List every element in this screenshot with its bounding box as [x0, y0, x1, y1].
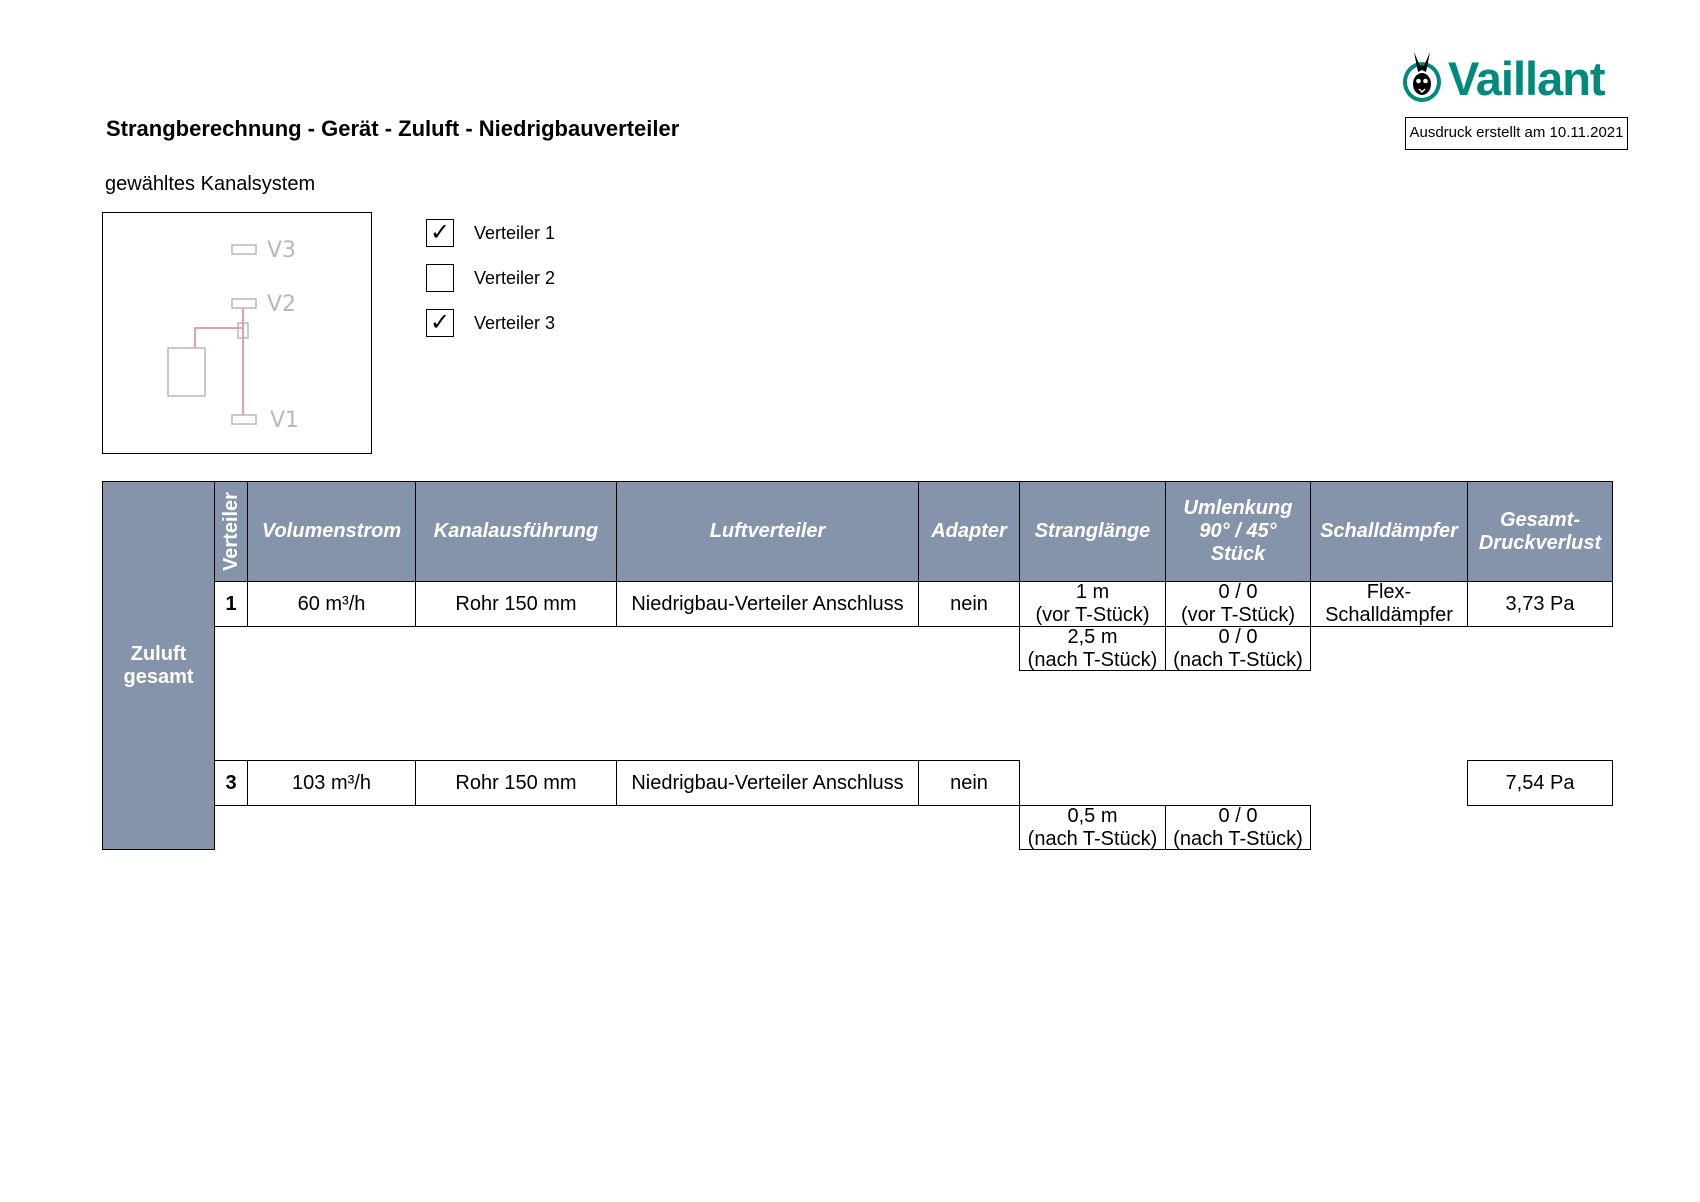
- distributor-v1-marker: [232, 415, 256, 424]
- distributor-1-label: Verteiler 1: [474, 222, 556, 243]
- row-1-schalldaempfer: Flex- Schalldämpfer: [1310, 581, 1468, 627]
- row-3-verteiler: 3: [214, 760, 248, 806]
- distributor-option-2[interactable]: [426, 263, 555, 293]
- distributor-3-checkbox[interactable]: ✓: [426, 309, 454, 337]
- distributor-2-checkbox[interactable]: [426, 264, 454, 292]
- header-druckverlust: Gesamt- Druckverlust: [1467, 481, 1613, 582]
- ventilation-unit-box: [168, 348, 205, 396]
- distributor-option-3[interactable]: [426, 308, 555, 338]
- header-adapter: Adapter: [918, 481, 1020, 582]
- row-3-umlenkung-nach: 0 / 0 (nach T-Stück): [1165, 805, 1311, 850]
- schema-label-v1: V1: [270, 408, 300, 433]
- header-umlenkung: Umlenkung 90° / 45° Stück: [1165, 481, 1311, 582]
- row-3-druckverlust: 7,54 Pa: [1467, 760, 1613, 806]
- row-1-volumenstrom: 60 m³/h: [247, 581, 416, 627]
- distributor-v3-marker: [232, 245, 256, 254]
- row-3-kanal: Rohr 150 mm: [415, 760, 617, 806]
- distributor-2-label: Verteiler 2: [474, 267, 556, 288]
- row-1-umlenkung-vor: 0 / 0 (vor T-Stück): [1165, 581, 1311, 627]
- row-3-adapter: nein: [918, 760, 1020, 806]
- header-kanalausfuehrung: Kanalausführung: [415, 481, 617, 582]
- header-stranglaenge: Stranglänge: [1019, 481, 1166, 582]
- channel-system-label: gewähltes Kanalsystem: [105, 173, 316, 195]
- schema-label-v2: V2: [267, 292, 297, 317]
- row-3-volumenstrom: 103 m³/h: [247, 760, 416, 806]
- side-label-zuluft-gesamt: Zuluft gesamt: [102, 481, 215, 850]
- supply-air-duct: [195, 308, 243, 415]
- distributor-1-checkbox[interactable]: ✓: [426, 219, 454, 247]
- row-1-strang-vor: 1 m (vor T-Stück): [1019, 581, 1166, 627]
- print-date-label: Ausdruck erstellt am 10.11.2021: [1405, 117, 1628, 150]
- header-verteiler-text: Verteiler: [219, 492, 242, 571]
- row-1-luftverteiler: Niedrigbau-Verteiler Anschluss: [616, 581, 919, 627]
- distributor-3-label: Verteiler 3: [474, 312, 556, 333]
- header-volumenstrom: Volumenstrom: [247, 481, 416, 582]
- distributor-v2-marker: [232, 299, 256, 308]
- channel-system-diagram: [102, 212, 372, 454]
- header-verteiler: [214, 481, 248, 582]
- row-1-strang-nach: 2,5 m (nach T-Stück): [1019, 626, 1166, 671]
- page-title: Strangberechnung - Gerät - Zuluft - Niedrigbauverteiler: [106, 116, 680, 141]
- header-luftverteiler: Luftverteiler: [616, 481, 919, 582]
- header-schalldaempfer: Schalldämpfer: [1310, 481, 1468, 582]
- row-1-druckverlust: 3,73 Pa: [1467, 581, 1613, 627]
- row-1-verteiler: 1: [214, 581, 248, 627]
- row-3-strang-nach: 0,5 m (nach T-Stück): [1019, 805, 1166, 850]
- schema-label-v3: V3: [267, 238, 297, 263]
- distributor-option-1[interactable]: [426, 218, 555, 248]
- distributor-schema: [103, 213, 370, 452]
- row-1-adapter: nein: [918, 581, 1020, 627]
- row-1-kanal: Rohr 150 mm: [415, 581, 617, 627]
- brand-logo-text: Vaillant: [1448, 52, 1605, 105]
- row-1-umlenkung-nach: 0 / 0 (nach T-Stück): [1165, 626, 1311, 671]
- row-3-luftverteiler: Niedrigbau-Verteiler Anschluss: [616, 760, 919, 806]
